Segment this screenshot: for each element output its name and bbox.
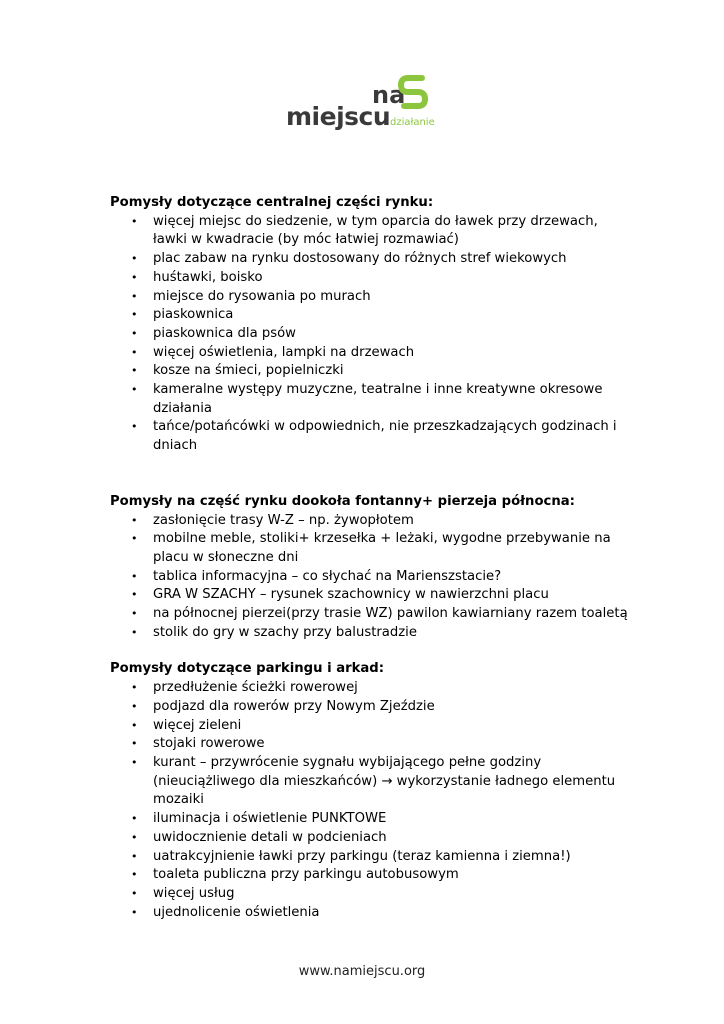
- bullet-icon: •: [131, 252, 138, 266]
- list-item: [110, 810, 630, 829]
- bullet-icon: •: [131, 270, 138, 284]
- list-item-text: więcej usług: [153, 885, 235, 901]
- bullet-icon: •: [131, 849, 138, 863]
- list-item: [110, 213, 630, 250]
- list-item: [110, 624, 630, 643]
- list-item-text: więcej zieleni: [153, 717, 242, 733]
- list-item: [110, 568, 630, 587]
- list-item: [110, 362, 630, 381]
- logo-green-s-mark: [398, 74, 428, 110]
- bullet-icon: •: [131, 532, 138, 546]
- bullet-icon: •: [131, 513, 138, 527]
- list-item-text: iluminacja i oświetlenie PUNKTOWE: [153, 811, 387, 827]
- bullet-icon: •: [131, 905, 138, 919]
- list-item: [110, 866, 630, 885]
- bullet-icon: •: [131, 607, 138, 621]
- list-item-text: kameralne występy muzyczne, teatralne i inne kreatywne okresowe działania: [153, 382, 603, 416]
- bullet-icon: •: [131, 420, 138, 434]
- list-item-text: stojaki rowerowe: [153, 736, 265, 752]
- list-item: [110, 325, 630, 344]
- logo-wordmark: miejscu: [286, 102, 391, 131]
- bullet-icon: •: [131, 755, 138, 769]
- list-item-text: piaskownica dla psów: [153, 325, 296, 341]
- bullet-icon: •: [131, 588, 138, 602]
- bullet-icon: •: [131, 345, 138, 359]
- list-item-text: ujednolicenie oświetlenia: [153, 904, 320, 920]
- list-item-text: więcej oświetlenia, lampki na drzewach: [153, 344, 415, 360]
- section-parking-arcades: [110, 660, 630, 922]
- list-item-text: mobilne meble, stoliki+ krzesełka + leżaki, wygodne przebywanie na placu w słoneczne dni: [153, 531, 611, 565]
- bullet-icon: •: [131, 737, 138, 751]
- idea-list: [110, 512, 630, 643]
- bullet-icon: •: [131, 569, 138, 583]
- list-item-text: GRA W SZACHY – rysunek szachownicy w nawierzchni placu: [153, 587, 549, 603]
- list-item: [110, 605, 630, 624]
- list-item-text: więcej miejsc do siedzenie, w tym oparcia do ławek przy drzewach, ławki w kwadracie (by móc łatwiej rozmawiać): [153, 213, 598, 248]
- section-heading: Pomysły dotyczące centralnej części rynku:: [110, 195, 434, 210]
- list-item: [110, 679, 630, 698]
- list-item-text: toaleta publiczna przy parkingu autobusowym: [153, 867, 459, 883]
- document-content: [110, 194, 630, 922]
- list-item-text: huśtawki, boisko: [153, 269, 263, 285]
- bullet-icon: •: [131, 699, 138, 713]
- logo: [286, 74, 446, 136]
- bullet-icon: •: [131, 289, 138, 303]
- list-item-text: tańce/potańcówki w odpowiednich, nie przeszkadzających godzinach i dniach: [153, 419, 617, 454]
- list-item: [110, 418, 630, 455]
- list-item-text: uatrakcyjnienie ławki przy parkingu (teraz kamienna i ziemna!): [153, 848, 571, 864]
- list-item-text: przedłużenie ścieżki rowerowej: [153, 680, 358, 696]
- footer-website-link[interactable]: www.namiejscu.org: [298, 964, 426, 979]
- list-item-text: piaskownica: [153, 307, 234, 323]
- section-fountain-area: [110, 493, 630, 643]
- list-item: [110, 735, 630, 754]
- list-item-text: kurant – przywrócenie sygnału wybijającego pełne godziny (nieuciążliwego dla mieszkańców) → wykorzystanie ładnego elementu mozaiki: [153, 754, 616, 808]
- bullet-icon: •: [131, 681, 138, 695]
- list-item-text: zasłonięcie trasy W-Z – np. żywopłotem: [153, 512, 414, 528]
- list-item-text: kosze na śmieci, popielniczki: [153, 363, 344, 379]
- section-heading: Pomysły dotyczące parkingu i arkad:: [110, 661, 384, 677]
- list-item: [110, 717, 630, 736]
- bullet-icon: •: [131, 308, 138, 322]
- bullet-icon: •: [131, 214, 138, 228]
- bullet-icon: •: [131, 326, 138, 340]
- list-item: [110, 848, 630, 867]
- bullet-icon: •: [131, 718, 138, 732]
- bullet-icon: •: [131, 812, 138, 826]
- list-item-text: plac zabaw na rynku dostosowany do różnych stref wiekowych: [153, 251, 567, 267]
- list-item-text: podjazd dla rowerów przy Nowym Zjeździe: [153, 698, 435, 714]
- list-item: [110, 754, 630, 810]
- bullet-icon: •: [131, 830, 138, 844]
- logo-subtitle: działanie: [390, 117, 435, 128]
- bullet-icon: •: [131, 364, 138, 378]
- list-item: [110, 885, 630, 904]
- section-central-market: [110, 194, 630, 456]
- list-item: [110, 306, 630, 325]
- list-item: [110, 512, 630, 531]
- logo-na-text: na: [372, 81, 406, 109]
- bullet-icon: •: [131, 625, 138, 639]
- list-item-text: stolik do gry w szachy przy balustradzie: [153, 624, 417, 640]
- bullet-icon: •: [131, 383, 138, 397]
- idea-list: [110, 679, 630, 922]
- list-item-text: tablica informacyjna – co słychać na Marienszstacie?: [153, 568, 502, 584]
- list-item: [110, 530, 630, 567]
- list-item: [110, 586, 630, 605]
- list-item: [110, 698, 630, 717]
- list-item: [110, 288, 630, 307]
- list-item: [110, 344, 630, 363]
- idea-list: [110, 213, 630, 456]
- list-item: [110, 829, 630, 848]
- list-item-text: na północnej pierzei(przy trasie WZ) pawilon kawiarniany razem toaletą: [153, 606, 628, 622]
- list-item-text: miejsce do rysowania po murach: [153, 288, 371, 304]
- bullet-icon: •: [131, 868, 138, 882]
- list-item: [110, 904, 630, 923]
- list-item-text: uwidocznienie detali w podcieniach: [153, 829, 387, 845]
- list-item: [110, 381, 630, 418]
- list-item: [110, 250, 630, 269]
- bullet-icon: •: [131, 886, 138, 900]
- section-heading: Pomysły na część rynku dookoła fontanny+ pierzeja północna:: [110, 493, 575, 509]
- list-item: [110, 269, 630, 288]
